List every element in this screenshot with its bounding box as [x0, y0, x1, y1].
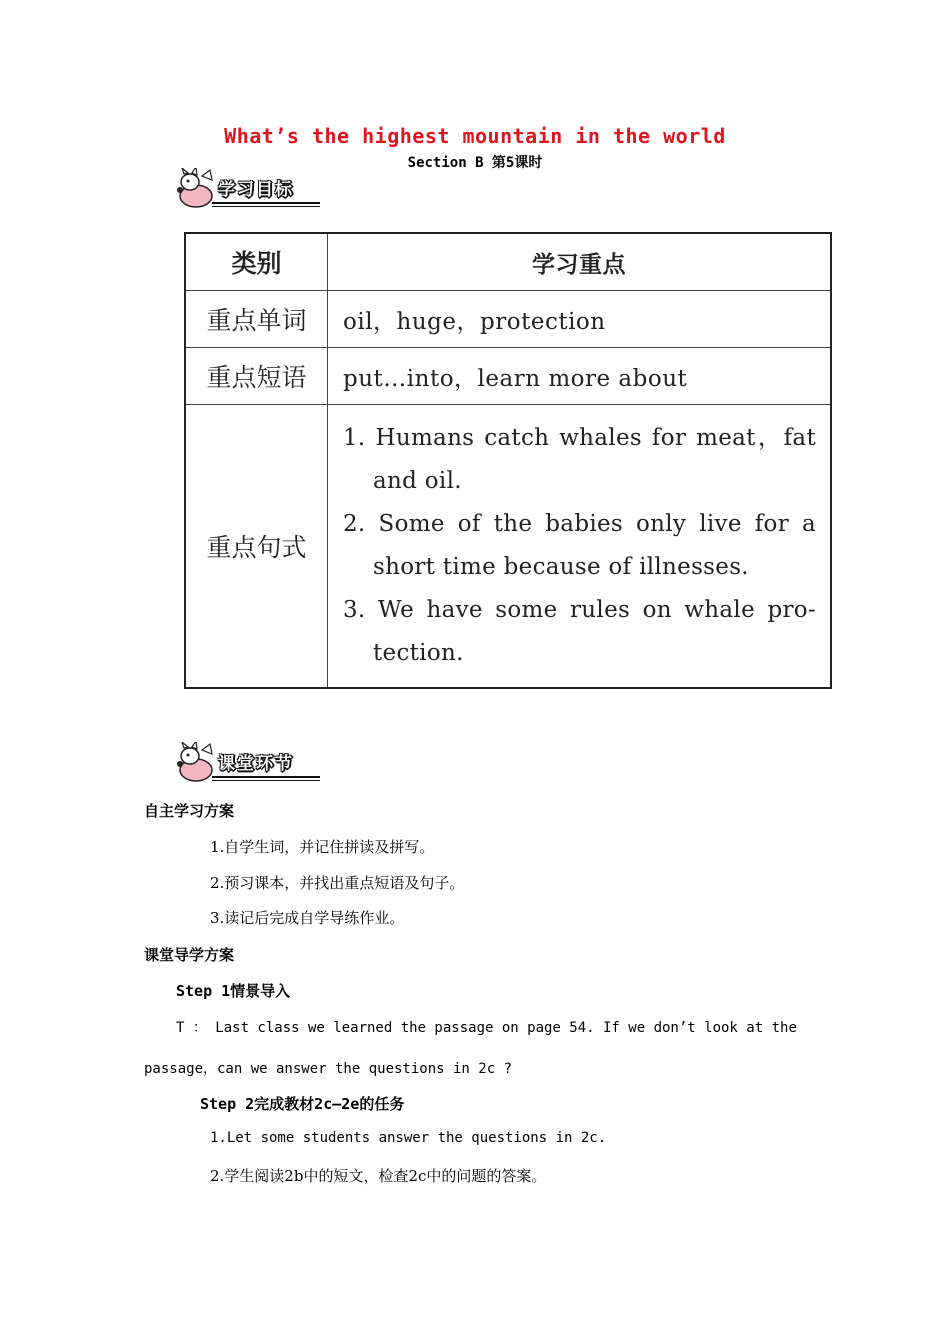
list-item: 3. We have some rules on whale pro-tection. — [343, 597, 816, 666]
table-head-focus: 学习重点 — [328, 233, 832, 291]
table-cell-category: 重点单词 — [185, 291, 328, 348]
banner-underline — [212, 202, 320, 204]
learning-goals-table — [184, 232, 832, 689]
banner-underline — [212, 776, 320, 778]
step2-title: Step 2完成教材2c—2e的任务 — [200, 1095, 405, 1113]
table-head-category: 类别 — [185, 233, 328, 291]
goals-banner — [172, 168, 322, 210]
banner-underline-thin — [212, 780, 320, 781]
table-cell-sentences — [328, 405, 832, 689]
page-subtitle: Section B 第5课时 — [407, 155, 543, 171]
step2-item2: 2.学生阅读2b中的短文，检查2c中的问题的答案。 — [210, 1167, 547, 1185]
table-cell-category: 重点句式 — [185, 405, 328, 689]
lesson-banner — [172, 742, 322, 784]
page-title: What’s the highest mountain in the world — [224, 124, 726, 148]
list-item: 2. Some of the babies only live for a short time because of illnesses. — [343, 511, 816, 580]
table-row — [185, 291, 831, 348]
key-sentences-list — [343, 405, 830, 687]
step1-text-line2: passage，can we answer the questions in 2c ? — [144, 1061, 513, 1077]
step1-text-line1: T ： Last class we learned the passage on page 54. If we don’t look at the — [176, 1020, 797, 1036]
list-item: 2.预习课本，并找出重点短语及句子。 — [210, 874, 465, 892]
guided-heading: 课堂导学方案 — [144, 946, 235, 964]
table-cell-content: put…into，learn more about — [328, 348, 832, 405]
table-header-row — [185, 233, 831, 291]
step1-title: Step 1情景导入 — [176, 982, 291, 1000]
self-study-heading: 自主学习方案 — [144, 802, 235, 820]
table-row — [185, 405, 831, 689]
list-item: 3.读记后完成自学导练作业。 — [210, 909, 405, 927]
table-cell-content: oil，huge，protection — [328, 291, 832, 348]
list-item: 1.自学生词，并记住拼读及拼写。 — [210, 838, 435, 856]
table-row — [185, 348, 831, 405]
lesson-banner-label: 课堂环节 — [218, 754, 294, 774]
table-cell-category: 重点短语 — [185, 348, 328, 405]
goals-banner-label: 学习目标 — [218, 180, 294, 200]
banner-underline-thin — [212, 206, 320, 207]
list-item: 1. Humans catch whales for meat，fat and oil. — [343, 425, 816, 494]
step2-item1: 1.Let some students answer the questions in 2c. — [210, 1130, 607, 1146]
